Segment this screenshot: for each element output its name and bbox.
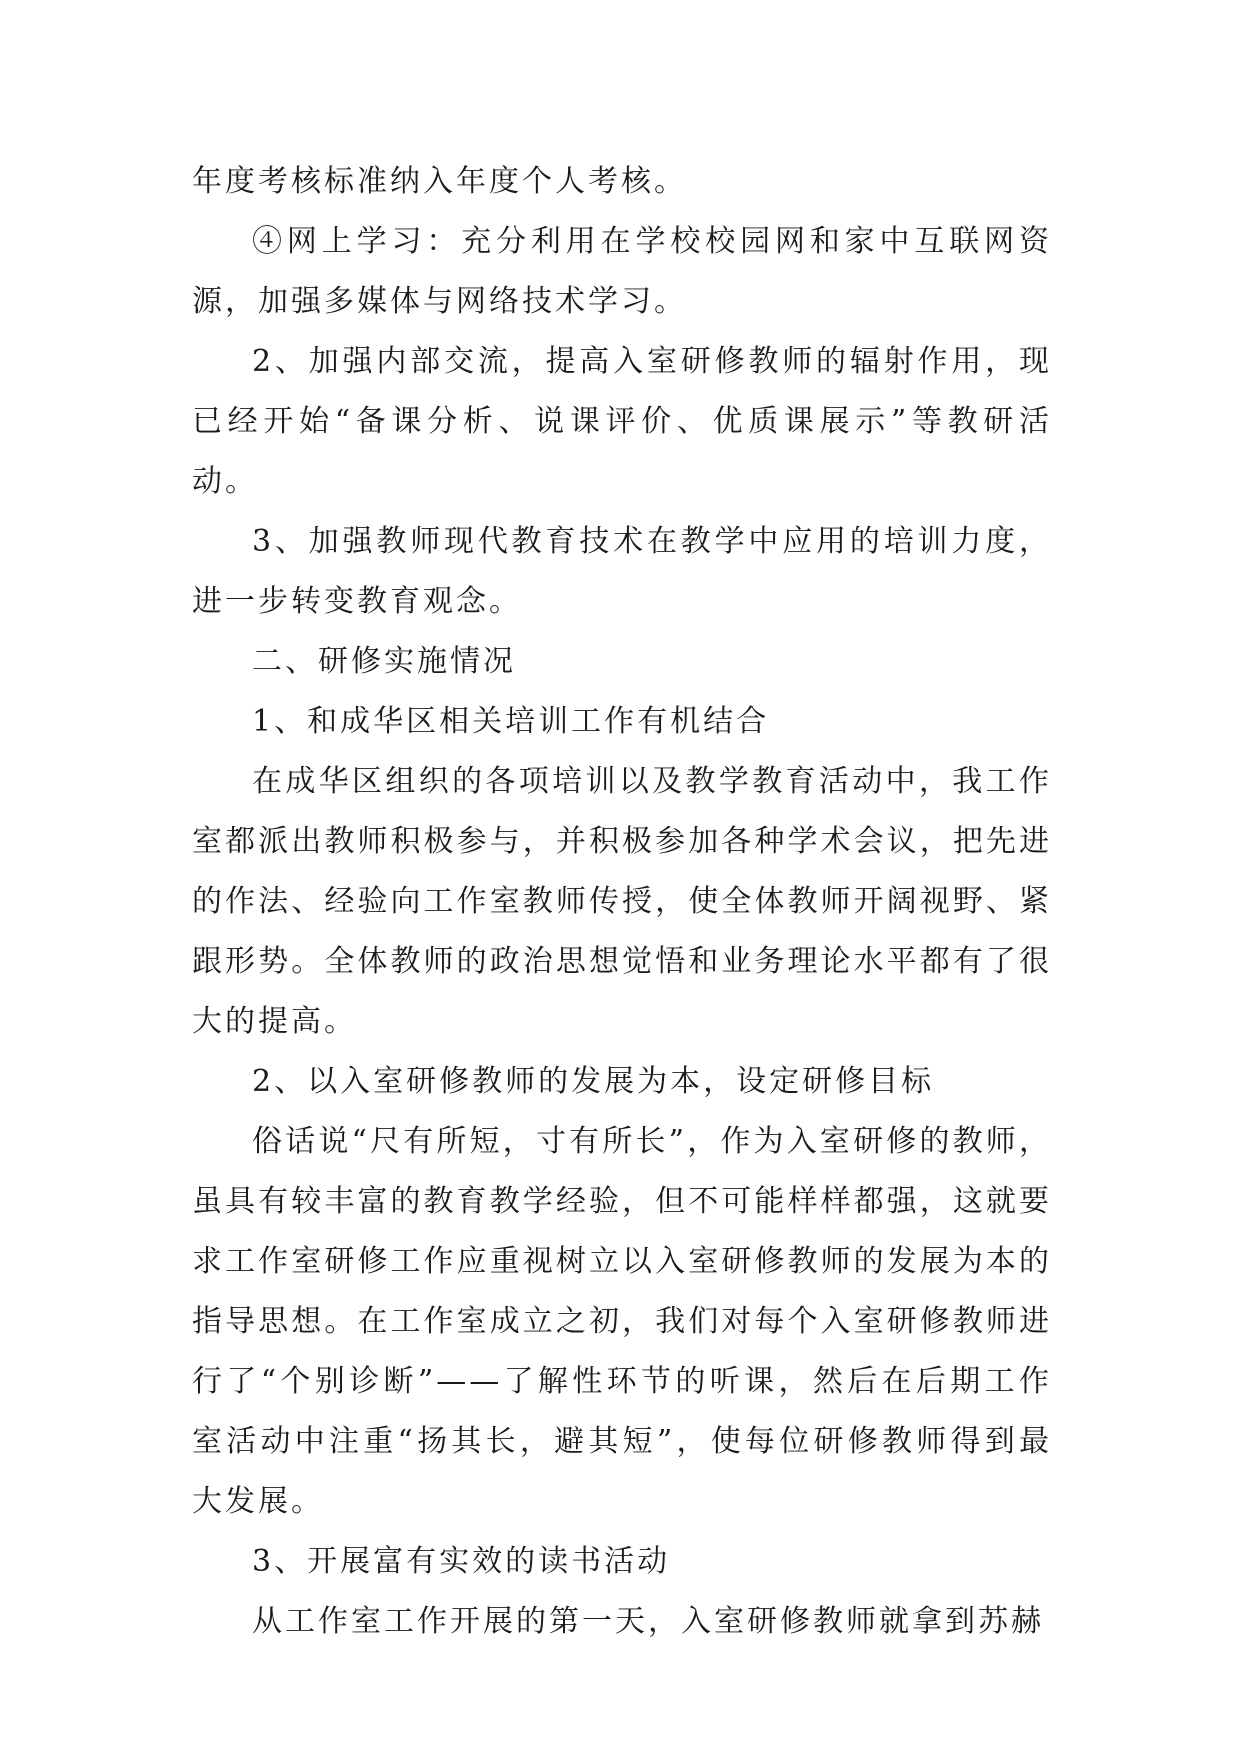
subsection-heading-1: 1、和成华区相关培训工作有机结合 bbox=[252, 704, 770, 739]
paragraph-4: 3、加强教师现代教育技术在教学中应用的培训力度，进一步转变教育观念。 bbox=[192, 524, 1052, 619]
paragraph-3: 2、加强内部交流，提高入室研修教师的辐射作用，现已经开始“备课分析、说课评价、优质课展示”等教研活动。 bbox=[192, 344, 1052, 499]
paragraph-9: 俗话说“尺有所短，寸有所长”，作为入室研修的教师，虽具有较丰富的教育教学经验，但不可能样样都强，这就要求工作室研修工作应重视树立以入室研修教师的发展为本的指导思想。在工作室成立之初，我们对每个入室研修教师进行了“个别诊断”——了解性环节的听课，然后在后期工作室活动中注重“扬其长，避其短”，使每位研修教师得到最大发展。 bbox=[192, 1124, 1052, 1519]
paragraph-1: 年度考核标准纳入年度个人考核。 bbox=[192, 164, 687, 199]
paragraph-2: ④网上学习：充分利用在学校校园网和家中互联网资源，加强多媒体与网络技术学习。 bbox=[192, 224, 1052, 319]
subsection-heading-3: 3、开展富有实效的读书活动 bbox=[252, 1544, 671, 1579]
document-body bbox=[192, 152, 1052, 1652]
paragraph-7: 在成华区组织的各项培训以及教学教育活动中，我工作室都派出教师积极参与，并积极参加各种学术会议，把先进的作法、经验向工作室教师传授，使全体教师开阔视野、紧跟形势。全体教师的政治思想觉悟和业务理论水平都有了很大的提高。 bbox=[192, 764, 1052, 1039]
paragraph-11: 从工作室工作开展的第一天，入室研修教师就拿到苏赫 bbox=[252, 1604, 1044, 1639]
section-heading: 二、研修实施情况 bbox=[252, 644, 516, 679]
subsection-heading-2: 2、以入室研修教师的发展为本，设定研修目标 bbox=[252, 1064, 935, 1099]
